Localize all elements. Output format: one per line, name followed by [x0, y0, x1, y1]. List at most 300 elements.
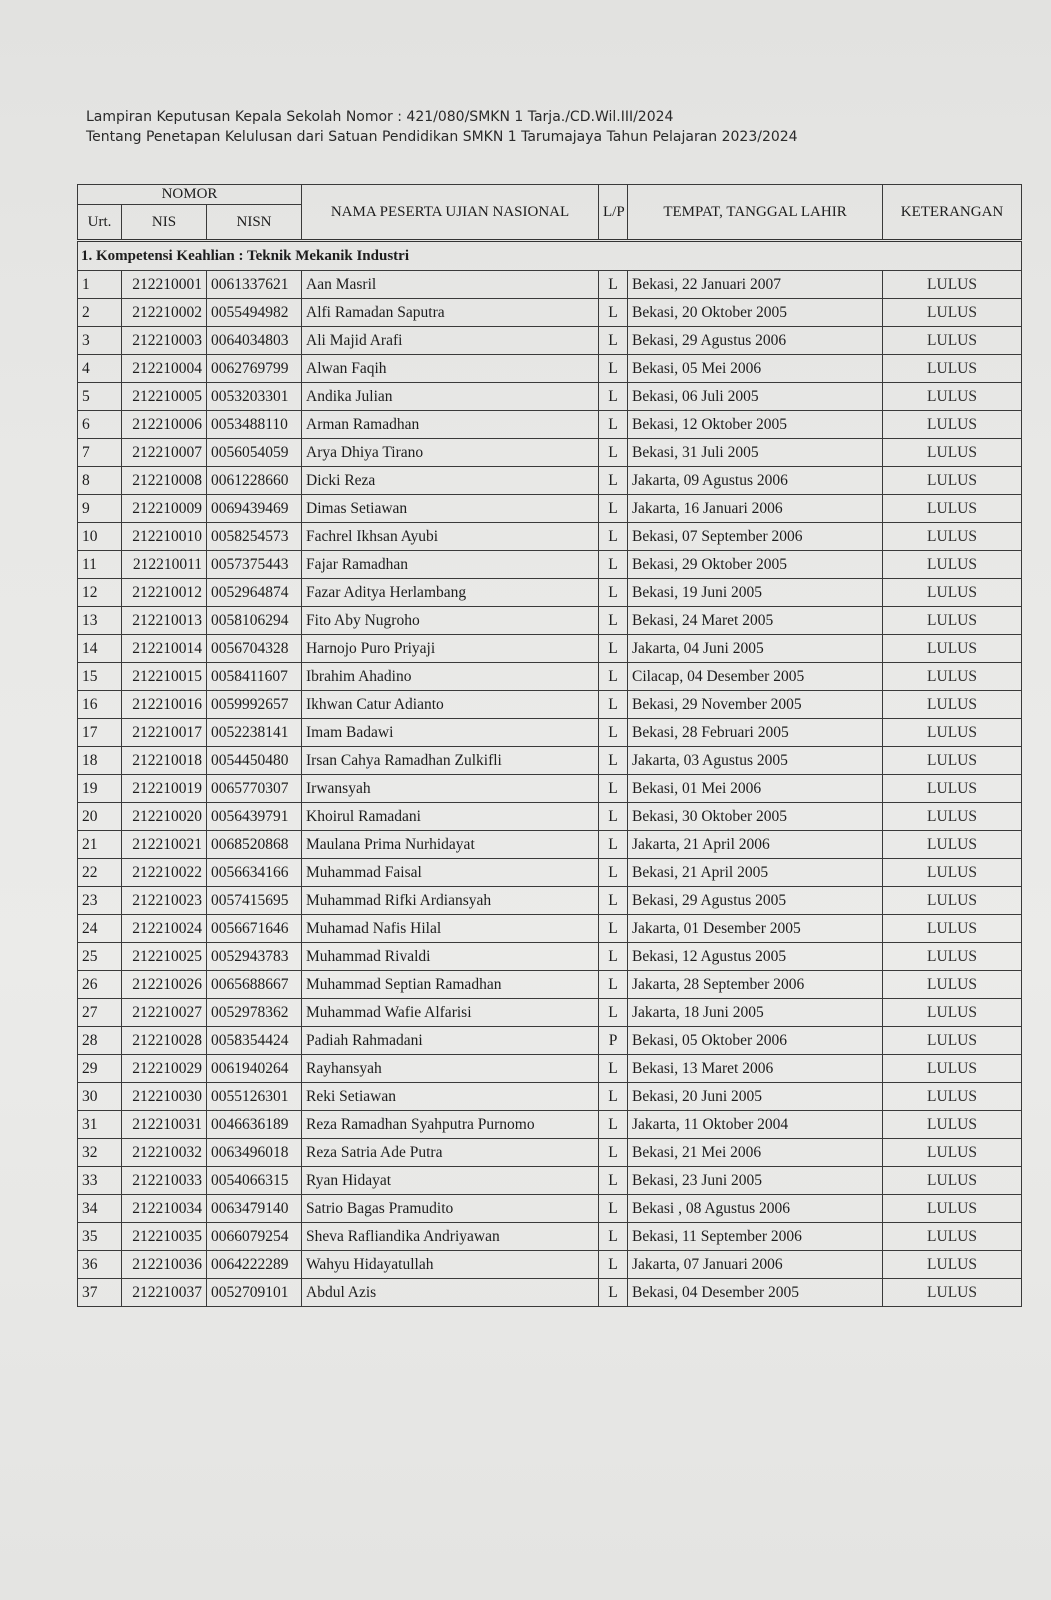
cell-keterangan: LULUS	[883, 607, 1022, 635]
cell-nis: 212210012	[122, 579, 207, 607]
cell-lp: L	[599, 1195, 628, 1223]
cell-keterangan: LULUS	[883, 775, 1022, 803]
cell-nis: 212210014	[122, 635, 207, 663]
cell-ttl: Bekasi, 12 Agustus 2005	[628, 943, 883, 971]
cell-nis: 212210026	[122, 971, 207, 999]
cell-nama: Alwan Faqih	[302, 355, 599, 383]
cell-nisn: 0063496018	[207, 1139, 302, 1167]
cell-nis: 212210035	[122, 1223, 207, 1251]
table-row	[78, 719, 1022, 747]
cell-nis: 212210024	[122, 915, 207, 943]
cell-nis: 212210030	[122, 1083, 207, 1111]
cell-lp: L	[599, 467, 628, 495]
cell-keterangan: LULUS	[883, 271, 1022, 299]
cell-ttl: Bekasi, 30 Oktober 2005	[628, 803, 883, 831]
cell-keterangan: LULUS	[883, 915, 1022, 943]
cell-lp: L	[599, 915, 628, 943]
cell-urt: 24	[78, 915, 122, 943]
cell-ttl: Bekasi, 13 Maret 2006	[628, 1055, 883, 1083]
cell-nisn: 0061337621	[207, 271, 302, 299]
cell-nama: Satrio Bagas Pramudito	[302, 1195, 599, 1223]
cell-lp: L	[599, 1139, 628, 1167]
cell-urt: 3	[78, 327, 122, 355]
cell-nis: 212210019	[122, 775, 207, 803]
cell-keterangan: LULUS	[883, 831, 1022, 859]
cell-nama: Muhammad Rifki Ardiansyah	[302, 887, 599, 915]
cell-lp: L	[599, 775, 628, 803]
cell-ttl: Jakarta, 01 Desember 2005	[628, 915, 883, 943]
table-row	[78, 439, 1022, 467]
cell-urt: 12	[78, 579, 122, 607]
cell-keterangan: LULUS	[883, 971, 1022, 999]
table-row	[78, 327, 1022, 355]
cell-urt: 13	[78, 607, 122, 635]
cell-nisn: 0065770307	[207, 775, 302, 803]
cell-urt: 20	[78, 803, 122, 831]
cell-nis: 212210018	[122, 747, 207, 775]
cell-ttl: Bekasi, 20 Oktober 2005	[628, 299, 883, 327]
cell-lp: L	[599, 747, 628, 775]
cell-nisn: 0061940264	[207, 1055, 302, 1083]
header-urt: Urt.	[78, 205, 122, 241]
cell-lp: L	[599, 551, 628, 579]
cell-nisn: 0052238141	[207, 719, 302, 747]
cell-urt: 9	[78, 495, 122, 523]
table-row	[78, 467, 1022, 495]
cell-urt: 6	[78, 411, 122, 439]
cell-ttl: Bekasi, 24 Maret 2005	[628, 607, 883, 635]
cell-ttl: Bekasi, 23 Juni 2005	[628, 1167, 883, 1195]
cell-lp: L	[599, 579, 628, 607]
cell-nis: 212210036	[122, 1251, 207, 1279]
cell-nama: Padiah Rahmadani	[302, 1027, 599, 1055]
table-header	[78, 185, 1022, 241]
cell-nama: Fito Aby Nugroho	[302, 607, 599, 635]
cell-urt: 33	[78, 1167, 122, 1195]
cell-lp: L	[599, 1111, 628, 1139]
cell-ttl: Bekasi, 29 Agustus 2006	[628, 327, 883, 355]
cell-urt: 23	[78, 887, 122, 915]
table-row	[78, 383, 1022, 411]
cell-urt: 8	[78, 467, 122, 495]
cell-urt: 1	[78, 271, 122, 299]
cell-ttl: Bekasi, 29 Agustus 2005	[628, 887, 883, 915]
cell-nis: 212210002	[122, 299, 207, 327]
table-row	[78, 887, 1022, 915]
cell-lp: L	[599, 691, 628, 719]
cell-nama: Harnojo Puro Priyaji	[302, 635, 599, 663]
cell-nama: Reza Ramadhan Syahputra Purnomo	[302, 1111, 599, 1139]
cell-nama: Ali Majid Arafi	[302, 327, 599, 355]
cell-ttl: Jakarta, 03 Agustus 2005	[628, 747, 883, 775]
cell-urt: 4	[78, 355, 122, 383]
cell-nisn: 0059992657	[207, 691, 302, 719]
cell-keterangan: LULUS	[883, 663, 1022, 691]
cell-nis: 212210037	[122, 1279, 207, 1307]
document-heading	[86, 107, 798, 147]
cell-nisn: 0056054059	[207, 439, 302, 467]
cell-nisn: 0057375443	[207, 551, 302, 579]
cell-ttl: Bekasi, 19 Juni 2005	[628, 579, 883, 607]
cell-nama: Muhammad Septian Ramadhan	[302, 971, 599, 999]
table-row	[78, 635, 1022, 663]
cell-lp: L	[599, 831, 628, 859]
cell-lp: L	[599, 663, 628, 691]
cell-urt: 36	[78, 1251, 122, 1279]
header-nomor: NOMOR	[78, 185, 302, 205]
cell-nis: 212210029	[122, 1055, 207, 1083]
cell-urt: 28	[78, 1027, 122, 1055]
cell-nama: Dicki Reza	[302, 467, 599, 495]
cell-nisn: 0056671646	[207, 915, 302, 943]
table-row	[78, 915, 1022, 943]
cell-lp: L	[599, 607, 628, 635]
cell-lp: L	[599, 327, 628, 355]
cell-urt: 22	[78, 859, 122, 887]
cell-keterangan: LULUS	[883, 495, 1022, 523]
cell-lp: L	[599, 1223, 628, 1251]
cell-nisn: 0057415695	[207, 887, 302, 915]
cell-keterangan: LULUS	[883, 523, 1022, 551]
cell-nama: Irsan Cahya Ramadhan Zulkifli	[302, 747, 599, 775]
cell-keterangan: LULUS	[883, 439, 1022, 467]
cell-nisn: 0069439469	[207, 495, 302, 523]
cell-ttl: Jakarta, 07 Januari 2006	[628, 1251, 883, 1279]
table-row	[78, 271, 1022, 299]
cell-nisn: 0061228660	[207, 467, 302, 495]
cell-urt: 21	[78, 831, 122, 859]
cell-lp: L	[599, 635, 628, 663]
cell-nis: 212210032	[122, 1139, 207, 1167]
cell-nisn: 0052943783	[207, 943, 302, 971]
cell-lp: L	[599, 887, 628, 915]
cell-keterangan: LULUS	[883, 887, 1022, 915]
cell-nisn: 0052964874	[207, 579, 302, 607]
cell-nisn: 0052709101	[207, 1279, 302, 1307]
cell-lp: L	[599, 271, 628, 299]
cell-nama: Muhamad Nafis Hilal	[302, 915, 599, 943]
cell-keterangan: LULUS	[883, 327, 1022, 355]
cell-urt: 37	[78, 1279, 122, 1307]
table-row	[78, 1027, 1022, 1055]
cell-nisn: 0064222289	[207, 1251, 302, 1279]
cell-ttl: Bekasi, 11 September 2006	[628, 1223, 883, 1251]
cell-nis: 212210003	[122, 327, 207, 355]
cell-nama: Fajar Ramadhan	[302, 551, 599, 579]
cell-nis: 212210001	[122, 271, 207, 299]
cell-lp: L	[599, 299, 628, 327]
cell-ttl: Bekasi, 29 Oktober 2005	[628, 551, 883, 579]
header-keterangan: KETERANGAN	[883, 185, 1022, 241]
cell-lp: L	[599, 803, 628, 831]
cell-urt: 5	[78, 383, 122, 411]
cell-keterangan: LULUS	[883, 635, 1022, 663]
table-row	[78, 607, 1022, 635]
cell-nama: Ikhwan Catur Adianto	[302, 691, 599, 719]
cell-ttl: Bekasi, 29 November 2005	[628, 691, 883, 719]
cell-nisn: 0058254573	[207, 523, 302, 551]
cell-nis: 212210015	[122, 663, 207, 691]
cell-nis: 212210031	[122, 1111, 207, 1139]
cell-urt: 16	[78, 691, 122, 719]
header-ttl: TEMPAT, TANGGAL LAHIR	[628, 185, 883, 241]
cell-keterangan: LULUS	[883, 299, 1022, 327]
cell-keterangan: LULUS	[883, 411, 1022, 439]
table-row	[78, 355, 1022, 383]
cell-nama: Imam Badawi	[302, 719, 599, 747]
cell-ttl: Cilacap, 04 Desember 2005	[628, 663, 883, 691]
table-row	[78, 831, 1022, 859]
cell-nisn: 0058106294	[207, 607, 302, 635]
cell-nama: Reza Satria Ade Putra	[302, 1139, 599, 1167]
table-row	[78, 803, 1022, 831]
cell-nama: Rayhansyah	[302, 1055, 599, 1083]
cell-keterangan: LULUS	[883, 579, 1022, 607]
cell-nisn: 0066079254	[207, 1223, 302, 1251]
cell-lp: P	[599, 1027, 628, 1055]
cell-keterangan: LULUS	[883, 1167, 1022, 1195]
cell-ttl: Bekasi, 31 Juli 2005	[628, 439, 883, 467]
cell-lp: L	[599, 1055, 628, 1083]
cell-nama: Muhammad Wafie Alfarisi	[302, 999, 599, 1027]
cell-ttl: Jakarta, 09 Agustus 2006	[628, 467, 883, 495]
table-row	[78, 943, 1022, 971]
cell-urt: 26	[78, 971, 122, 999]
cell-nama: Aan Masril	[302, 271, 599, 299]
cell-keterangan: LULUS	[883, 747, 1022, 775]
cell-nisn: 0053488110	[207, 411, 302, 439]
cell-nama: Maulana Prima Nurhidayat	[302, 831, 599, 859]
cell-lp: L	[599, 971, 628, 999]
cell-nama: Muhammad Faisal	[302, 859, 599, 887]
cell-urt: 10	[78, 523, 122, 551]
cell-nama: Abdul Azis	[302, 1279, 599, 1307]
cell-nisn: 0046636189	[207, 1111, 302, 1139]
cell-nisn: 0058411607	[207, 663, 302, 691]
cell-nis: 212210025	[122, 943, 207, 971]
table-row	[78, 1111, 1022, 1139]
table-row	[78, 747, 1022, 775]
table-body	[78, 241, 1022, 1307]
cell-ttl: Jakarta, 18 Juni 2005	[628, 999, 883, 1027]
cell-nis: 212210011	[122, 551, 207, 579]
cell-ttl: Bekasi, 06 Juli 2005	[628, 383, 883, 411]
section-title: 1. Kompetensi Keahlian : Teknik Mekanik Industri	[78, 241, 1022, 271]
cell-keterangan: LULUS	[883, 999, 1022, 1027]
cell-ttl: Bekasi, 20 Juni 2005	[628, 1083, 883, 1111]
header-lp: L/P	[599, 185, 628, 241]
cell-nisn: 0056439791	[207, 803, 302, 831]
cell-ttl: Bekasi, 01 Mei 2006	[628, 775, 883, 803]
cell-nis: 212210008	[122, 467, 207, 495]
cell-urt: 18	[78, 747, 122, 775]
table-row	[78, 971, 1022, 999]
cell-keterangan: LULUS	[883, 691, 1022, 719]
cell-ttl: Bekasi, 04 Desember 2005	[628, 1279, 883, 1307]
table-row	[78, 1139, 1022, 1167]
cell-ttl: Bekasi, 07 September 2006	[628, 523, 883, 551]
cell-nisn: 0055126301	[207, 1083, 302, 1111]
cell-lp: L	[599, 999, 628, 1027]
cell-nis: 212210010	[122, 523, 207, 551]
cell-nis: 212210020	[122, 803, 207, 831]
cell-nis: 212210004	[122, 355, 207, 383]
cell-urt: 19	[78, 775, 122, 803]
header-nisn: NISN	[207, 205, 302, 241]
cell-urt: 15	[78, 663, 122, 691]
cell-nama: Sheva Rafliandika Andriyawan	[302, 1223, 599, 1251]
cell-nama: Irwansyah	[302, 775, 599, 803]
cell-keterangan: LULUS	[883, 1083, 1022, 1111]
cell-nis: 212210005	[122, 383, 207, 411]
cell-keterangan: LULUS	[883, 859, 1022, 887]
cell-lp: L	[599, 1083, 628, 1111]
header-nis: NIS	[122, 205, 207, 241]
cell-nis: 212210016	[122, 691, 207, 719]
cell-nama: Fachrel Ikhsan Ayubi	[302, 523, 599, 551]
cell-lp: L	[599, 355, 628, 383]
cell-nis: 212210027	[122, 999, 207, 1027]
cell-ttl: Bekasi, 22 Januari 2007	[628, 271, 883, 299]
cell-nis: 212210009	[122, 495, 207, 523]
cell-nama: Khoirul Ramadani	[302, 803, 599, 831]
cell-nama: Andika Julian	[302, 383, 599, 411]
table-row	[78, 579, 1022, 607]
table-row	[78, 859, 1022, 887]
cell-keterangan: LULUS	[883, 1251, 1022, 1279]
cell-keterangan: LULUS	[883, 1223, 1022, 1251]
cell-keterangan: LULUS	[883, 551, 1022, 579]
cell-nis: 212210028	[122, 1027, 207, 1055]
cell-nama: Ibrahim Ahadino	[302, 663, 599, 691]
cell-nis: 212210023	[122, 887, 207, 915]
cell-lp: L	[599, 383, 628, 411]
cell-ttl: Bekasi, 21 April 2005	[628, 859, 883, 887]
cell-urt: 25	[78, 943, 122, 971]
cell-nisn: 0068520868	[207, 831, 302, 859]
cell-keterangan: LULUS	[883, 1111, 1022, 1139]
cell-nama: Alfi Ramadan Saputra	[302, 299, 599, 327]
cell-lp: L	[599, 1251, 628, 1279]
section-row	[78, 241, 1022, 271]
cell-keterangan: LULUS	[883, 943, 1022, 971]
cell-lp: L	[599, 1167, 628, 1195]
cell-nisn: 0054066315	[207, 1167, 302, 1195]
cell-urt: 14	[78, 635, 122, 663]
cell-ttl: Jakarta, 28 September 2006	[628, 971, 883, 999]
cell-keterangan: LULUS	[883, 383, 1022, 411]
cell-keterangan: LULUS	[883, 355, 1022, 383]
cell-keterangan: LULUS	[883, 1027, 1022, 1055]
cell-nis: 212210017	[122, 719, 207, 747]
table-row	[78, 1279, 1022, 1307]
table-row	[78, 999, 1022, 1027]
cell-urt: 35	[78, 1223, 122, 1251]
cell-ttl: Bekasi , 08 Agustus 2006	[628, 1195, 883, 1223]
cell-nisn: 0065688667	[207, 971, 302, 999]
cell-ttl: Jakarta, 16 Januari 2006	[628, 495, 883, 523]
cell-ttl: Bekasi, 05 Oktober 2006	[628, 1027, 883, 1055]
table-row	[78, 1195, 1022, 1223]
cell-nis: 212210033	[122, 1167, 207, 1195]
table-row	[78, 1251, 1022, 1279]
cell-nis: 212210021	[122, 831, 207, 859]
cell-keterangan: LULUS	[883, 467, 1022, 495]
cell-nama: Wahyu Hidayatullah	[302, 1251, 599, 1279]
cell-nama: Ryan Hidayat	[302, 1167, 599, 1195]
cell-urt: 29	[78, 1055, 122, 1083]
cell-nama: Arya Dhiya Tirano	[302, 439, 599, 467]
table-row	[78, 663, 1022, 691]
cell-keterangan: LULUS	[883, 1139, 1022, 1167]
cell-nisn: 0055494982	[207, 299, 302, 327]
cell-urt: 31	[78, 1111, 122, 1139]
cell-urt: 32	[78, 1139, 122, 1167]
cell-nisn: 0064034803	[207, 327, 302, 355]
cell-nama: Dimas Setiawan	[302, 495, 599, 523]
cell-nisn: 0063479140	[207, 1195, 302, 1223]
cell-nis: 212210006	[122, 411, 207, 439]
cell-nisn: 0053203301	[207, 383, 302, 411]
cell-nis: 212210007	[122, 439, 207, 467]
table-row	[78, 1223, 1022, 1251]
table-row	[78, 495, 1022, 523]
table-row	[78, 523, 1022, 551]
cell-nama: Muhammad Rivaldi	[302, 943, 599, 971]
cell-nisn: 0058354424	[207, 1027, 302, 1055]
table-row	[78, 775, 1022, 803]
cell-nis: 212210022	[122, 859, 207, 887]
cell-nis: 212210034	[122, 1195, 207, 1223]
cell-ttl: Bekasi, 21 Mei 2006	[628, 1139, 883, 1167]
cell-urt: 11	[78, 551, 122, 579]
table-row	[78, 1055, 1022, 1083]
cell-keterangan: LULUS	[883, 1055, 1022, 1083]
cell-ttl: Bekasi, 05 Mei 2006	[628, 355, 883, 383]
cell-nisn: 0056634166	[207, 859, 302, 887]
cell-lp: L	[599, 719, 628, 747]
cell-lp: L	[599, 859, 628, 887]
graduation-table	[77, 184, 1022, 1307]
cell-urt: 30	[78, 1083, 122, 1111]
cell-nis: 212210013	[122, 607, 207, 635]
table-row	[78, 1167, 1022, 1195]
cell-nisn: 0052978362	[207, 999, 302, 1027]
cell-ttl: Jakarta, 11 Oktober 2004	[628, 1111, 883, 1139]
table-row	[78, 1083, 1022, 1111]
cell-ttl: Jakarta, 21 April 2006	[628, 831, 883, 859]
cell-nisn: 0056704328	[207, 635, 302, 663]
cell-lp: L	[599, 495, 628, 523]
table-row	[78, 411, 1022, 439]
table-row	[78, 691, 1022, 719]
cell-lp: L	[599, 523, 628, 551]
cell-lp: L	[599, 411, 628, 439]
cell-ttl: Bekasi, 12 Oktober 2005	[628, 411, 883, 439]
cell-urt: 27	[78, 999, 122, 1027]
cell-nisn: 0054450480	[207, 747, 302, 775]
heading-line-1: Lampiran Keputusan Kepala Sekolah Nomor : 421/080/SMKN 1 Tarja./CD.Wil.III/2024	[86, 109, 674, 125]
cell-nama: Reki Setiawan	[302, 1083, 599, 1111]
cell-urt: 7	[78, 439, 122, 467]
cell-keterangan: LULUS	[883, 1195, 1022, 1223]
heading-line-2: Tentang Penetapan Kelulusan dari Satuan Pendidikan SMKN 1 Tarumajaya Tahun Pelajaran 2023/2024	[86, 129, 798, 145]
cell-lp: L	[599, 439, 628, 467]
cell-urt: 2	[78, 299, 122, 327]
table-row	[78, 299, 1022, 327]
cell-ttl: Jakarta, 04 Juni 2005	[628, 635, 883, 663]
cell-lp: L	[599, 943, 628, 971]
